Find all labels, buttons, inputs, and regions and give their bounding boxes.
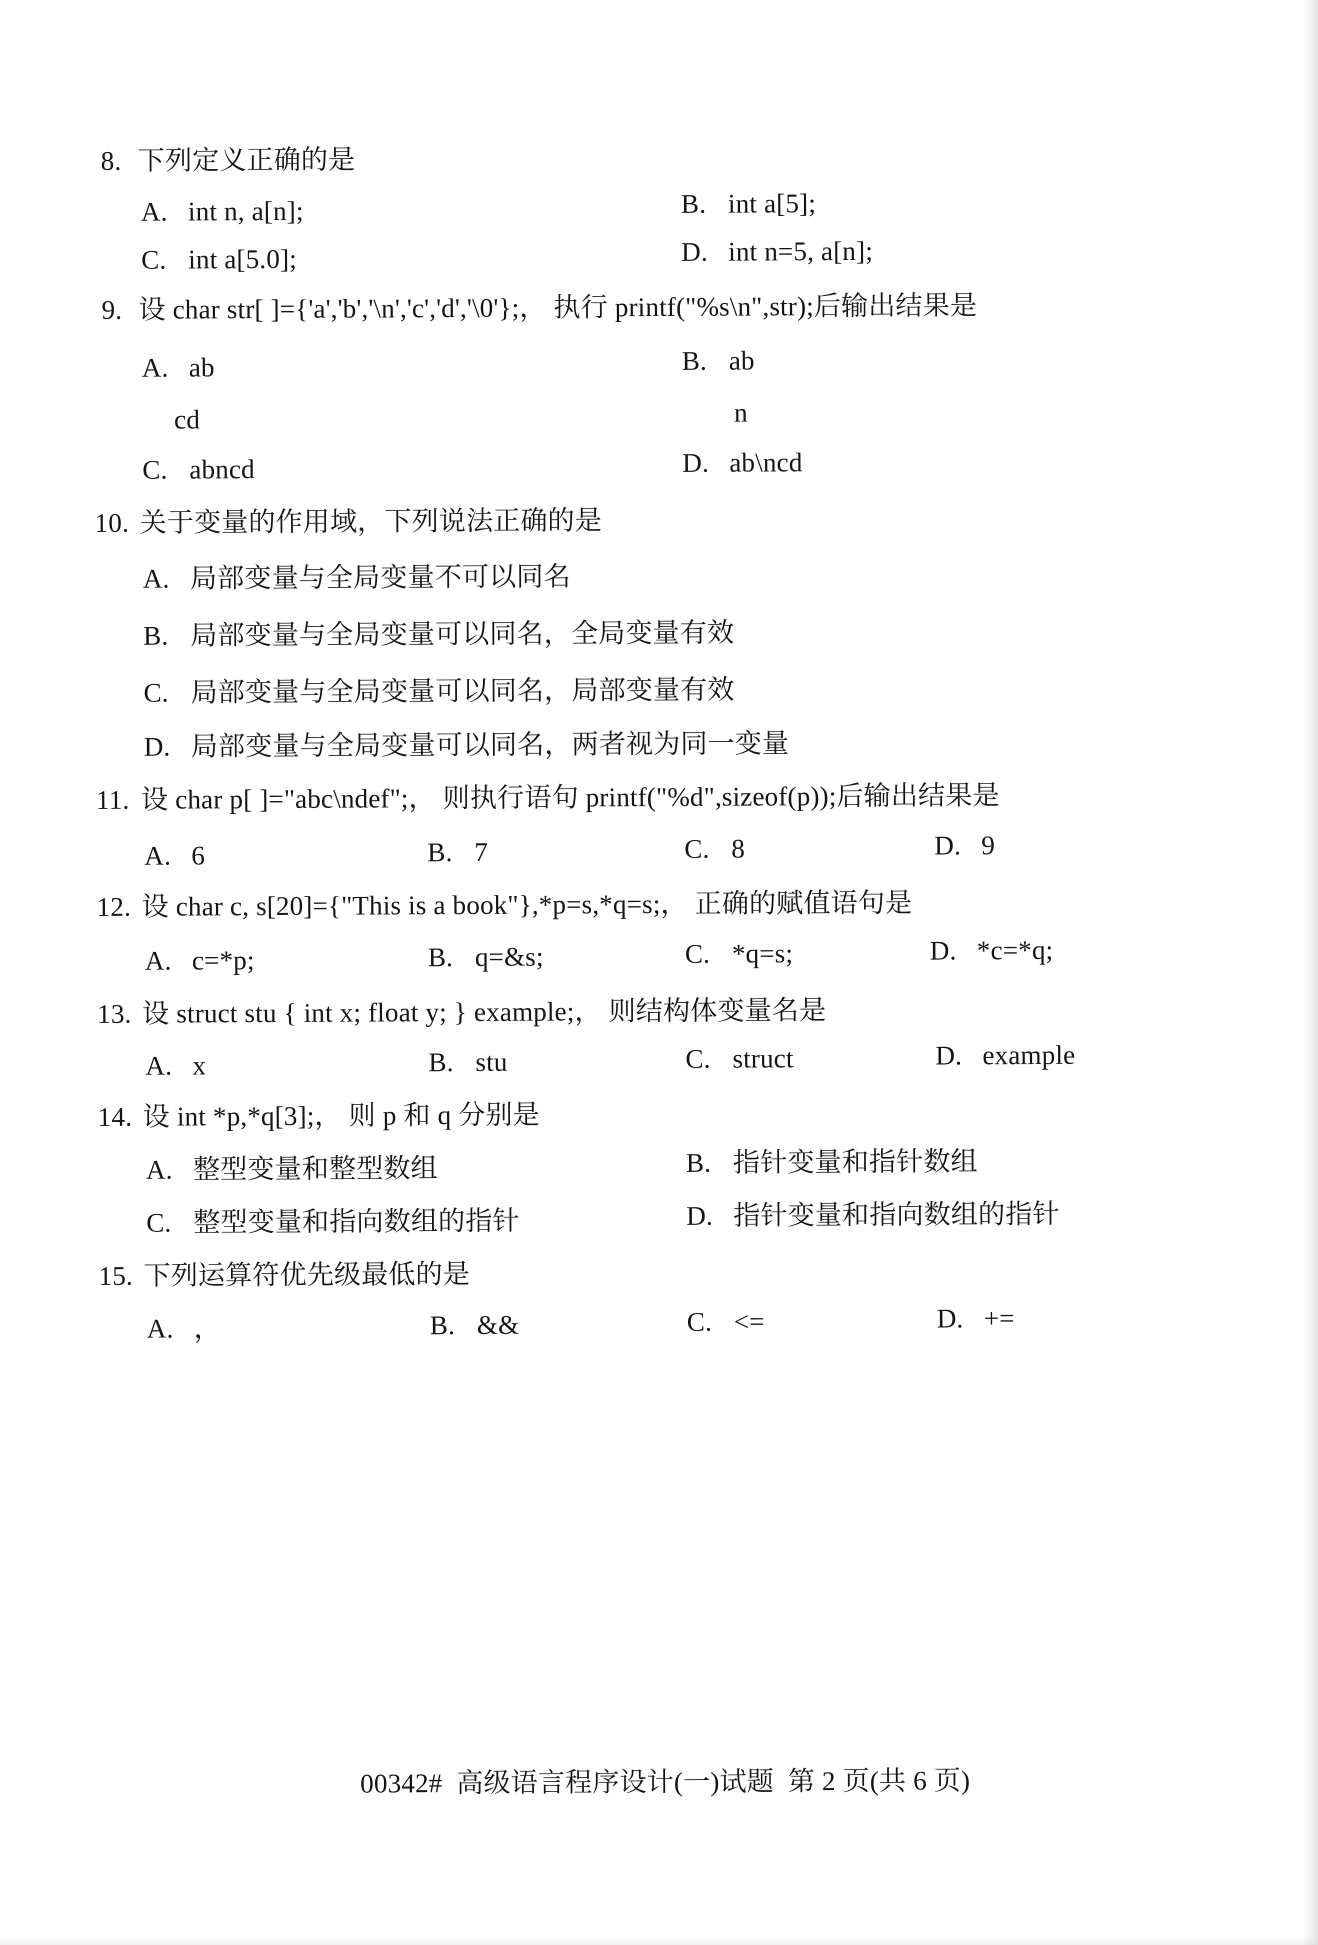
question-9-option-d-text: ab\ncd [729, 447, 803, 478]
question-11-option-c-label: C. [684, 833, 710, 864]
question-14-option-b-label: B. [685, 1147, 712, 1178]
question-9-option-b-line2: n [733, 397, 748, 428]
question-12-text: 设 char c, s[20]={"This is a book"},*p=s,*q=s;， 正确的赋值语句是 [141, 887, 913, 922]
question-10-option-c-label: C. [143, 677, 169, 708]
question-12-option-a-label: A. [144, 945, 172, 976]
question-15-text: 下列运算符优先级最低的是 [143, 1258, 471, 1291]
question-10-number: 10. [94, 507, 130, 538]
question-15-option-d-label: D. [936, 1303, 964, 1334]
question-9-option-a-line2: cd [174, 404, 201, 435]
question-9-number: 9. [101, 294, 123, 325]
question-14-option-a-text: 整型变量和整型数组 [192, 1153, 438, 1185]
question-9-option-d-label: D. [682, 447, 710, 478]
question-13-option-d-label: D. [935, 1040, 963, 1071]
question-15-number: 15. [98, 1260, 134, 1291]
question-8-text: 下列定义正确的是 [137, 144, 356, 176]
question-11-number: 11. [96, 784, 130, 815]
question-14-option-a-label: A. [145, 1154, 173, 1185]
scan-edge-shadow [1302, 0, 1318, 1945]
question-14-option-d-text: 指针变量和指向数组的指针 [733, 1198, 1060, 1231]
question-8-option-a-label: A. [140, 196, 168, 227]
scan-bottom-shadow [0, 1937, 1318, 1945]
question-11-option-b-label: B. [427, 837, 453, 868]
question-15-option-a-label: A. [146, 1313, 174, 1344]
question-12-option-b-label: B. [427, 942, 454, 973]
question-15-option-c-label: C. [686, 1306, 713, 1337]
question-10-text: 关于变量的作用域，下列说法正确的是 [139, 505, 603, 538]
question-13-option-c-text: struct [732, 1043, 794, 1074]
question-10-option-b-label: B. [143, 620, 169, 651]
question-9-option-b-label: B. [681, 345, 708, 376]
question-8-option-b-text: int a[5]; [727, 188, 817, 219]
question-13-option-c-label: C. [685, 1043, 711, 1074]
question-12-option-a-text: c=*p; [191, 945, 255, 976]
question-8-number: 8. [100, 145, 122, 176]
question-9-option-c-text: abncd [189, 454, 255, 485]
question-14-option-c-text: 整型变量和指向数组的指针 [193, 1205, 520, 1238]
question-8-option-b-label: B. [680, 188, 707, 219]
question-11-option-a-label: A. [144, 840, 172, 871]
question-15-option-d-text: += [983, 1303, 1015, 1334]
question-10-option-a-text: 局部变量与全局变量不可以同名 [189, 561, 571, 594]
question-12-option-c-text: *q=s; [731, 938, 794, 969]
question-13-option-a-text: x [192, 1050, 207, 1081]
question-10-option-c-text: 局部变量与全局变量可以同名，局部变量有效 [190, 674, 735, 708]
question-10-option-d-text: 局部变量与全局变量可以同名，两者视为同一变量 [190, 728, 790, 762]
question-14-text: 设 int *p,*q[3];， 则 p 和 q 分别是 [142, 1099, 540, 1132]
question-12-option-c-label: C. [684, 938, 711, 969]
question-8-option-c-label: C. [141, 244, 167, 275]
question-9-option-a-text: ab [188, 352, 215, 383]
question-14-number: 14. [97, 1101, 133, 1132]
question-14-option-d-label: D. [686, 1200, 714, 1231]
question-8-option-a-text: int n, a[n]; [187, 195, 304, 227]
question-10-option-b-text: 局部变量与全局变量可以同名，全局变量有效 [190, 617, 735, 651]
question-9-option-b-text: ab [728, 345, 755, 376]
question-15-option-b-label: B. [429, 1310, 456, 1341]
question-10-option-a-label: A. [142, 563, 170, 594]
page-footer: 00342# 高级语言程序设计(一)试题 第 2 页(共 6 页) [360, 1765, 971, 1799]
question-9-option-a-label: A. [141, 352, 169, 383]
question-14-option-c-label: C. [146, 1207, 172, 1238]
question-12-option-d-label: D. [929, 935, 957, 966]
question-13-option-b-label: B. [428, 1047, 454, 1078]
question-12-option-b-text: q=&s; [474, 941, 544, 972]
question-11-text: 设 char p[ ]="abc\ndef";， 则执行语句 printf("%d",sizeof(p));后输出结果是 [141, 780, 1000, 815]
question-15-option-b-text: && [476, 1309, 520, 1340]
question-8-option-d-label: D. [681, 236, 708, 267]
question-13-text: 设 struct stu { int x; float y; } example;， 则结构体变量名是 [142, 995, 827, 1029]
question-9-text: 设 char str[ ]={'a','b','\n','c','d','\0'};， 执行 printf("%s\n",str);后输出结果是 [138, 290, 978, 325]
question-11-option-b-text: 7 [474, 836, 489, 867]
question-13-option-d-text: example [982, 1039, 1076, 1071]
question-10-option-d-label: D. [143, 731, 171, 762]
question-11-option-d-label: D. [934, 830, 962, 861]
question-9-option-c-label: C. [142, 454, 168, 485]
question-11-option-c-text: 8 [731, 833, 746, 864]
question-14-option-b-text: 指针变量和指针数组 [732, 1146, 978, 1178]
question-11-option-d-text: 9 [981, 830, 996, 861]
question-12-number: 12. [96, 891, 132, 922]
question-13-option-b-text: stu [475, 1046, 508, 1077]
question-8-option-d-text: int n=5, a[n]; [728, 235, 874, 267]
question-13-option-a-label: A. [145, 1050, 173, 1081]
question-13-number: 13. [97, 998, 132, 1029]
question-15-option-c-text: <= [733, 1306, 765, 1337]
question-11-option-a-text: 6 [191, 840, 206, 871]
question-15-option-a-text: ， [193, 1313, 222, 1344]
question-8-option-c-text: int a[5.0]; [188, 243, 298, 275]
question-12-option-d-text: *c=*q; [976, 934, 1054, 966]
